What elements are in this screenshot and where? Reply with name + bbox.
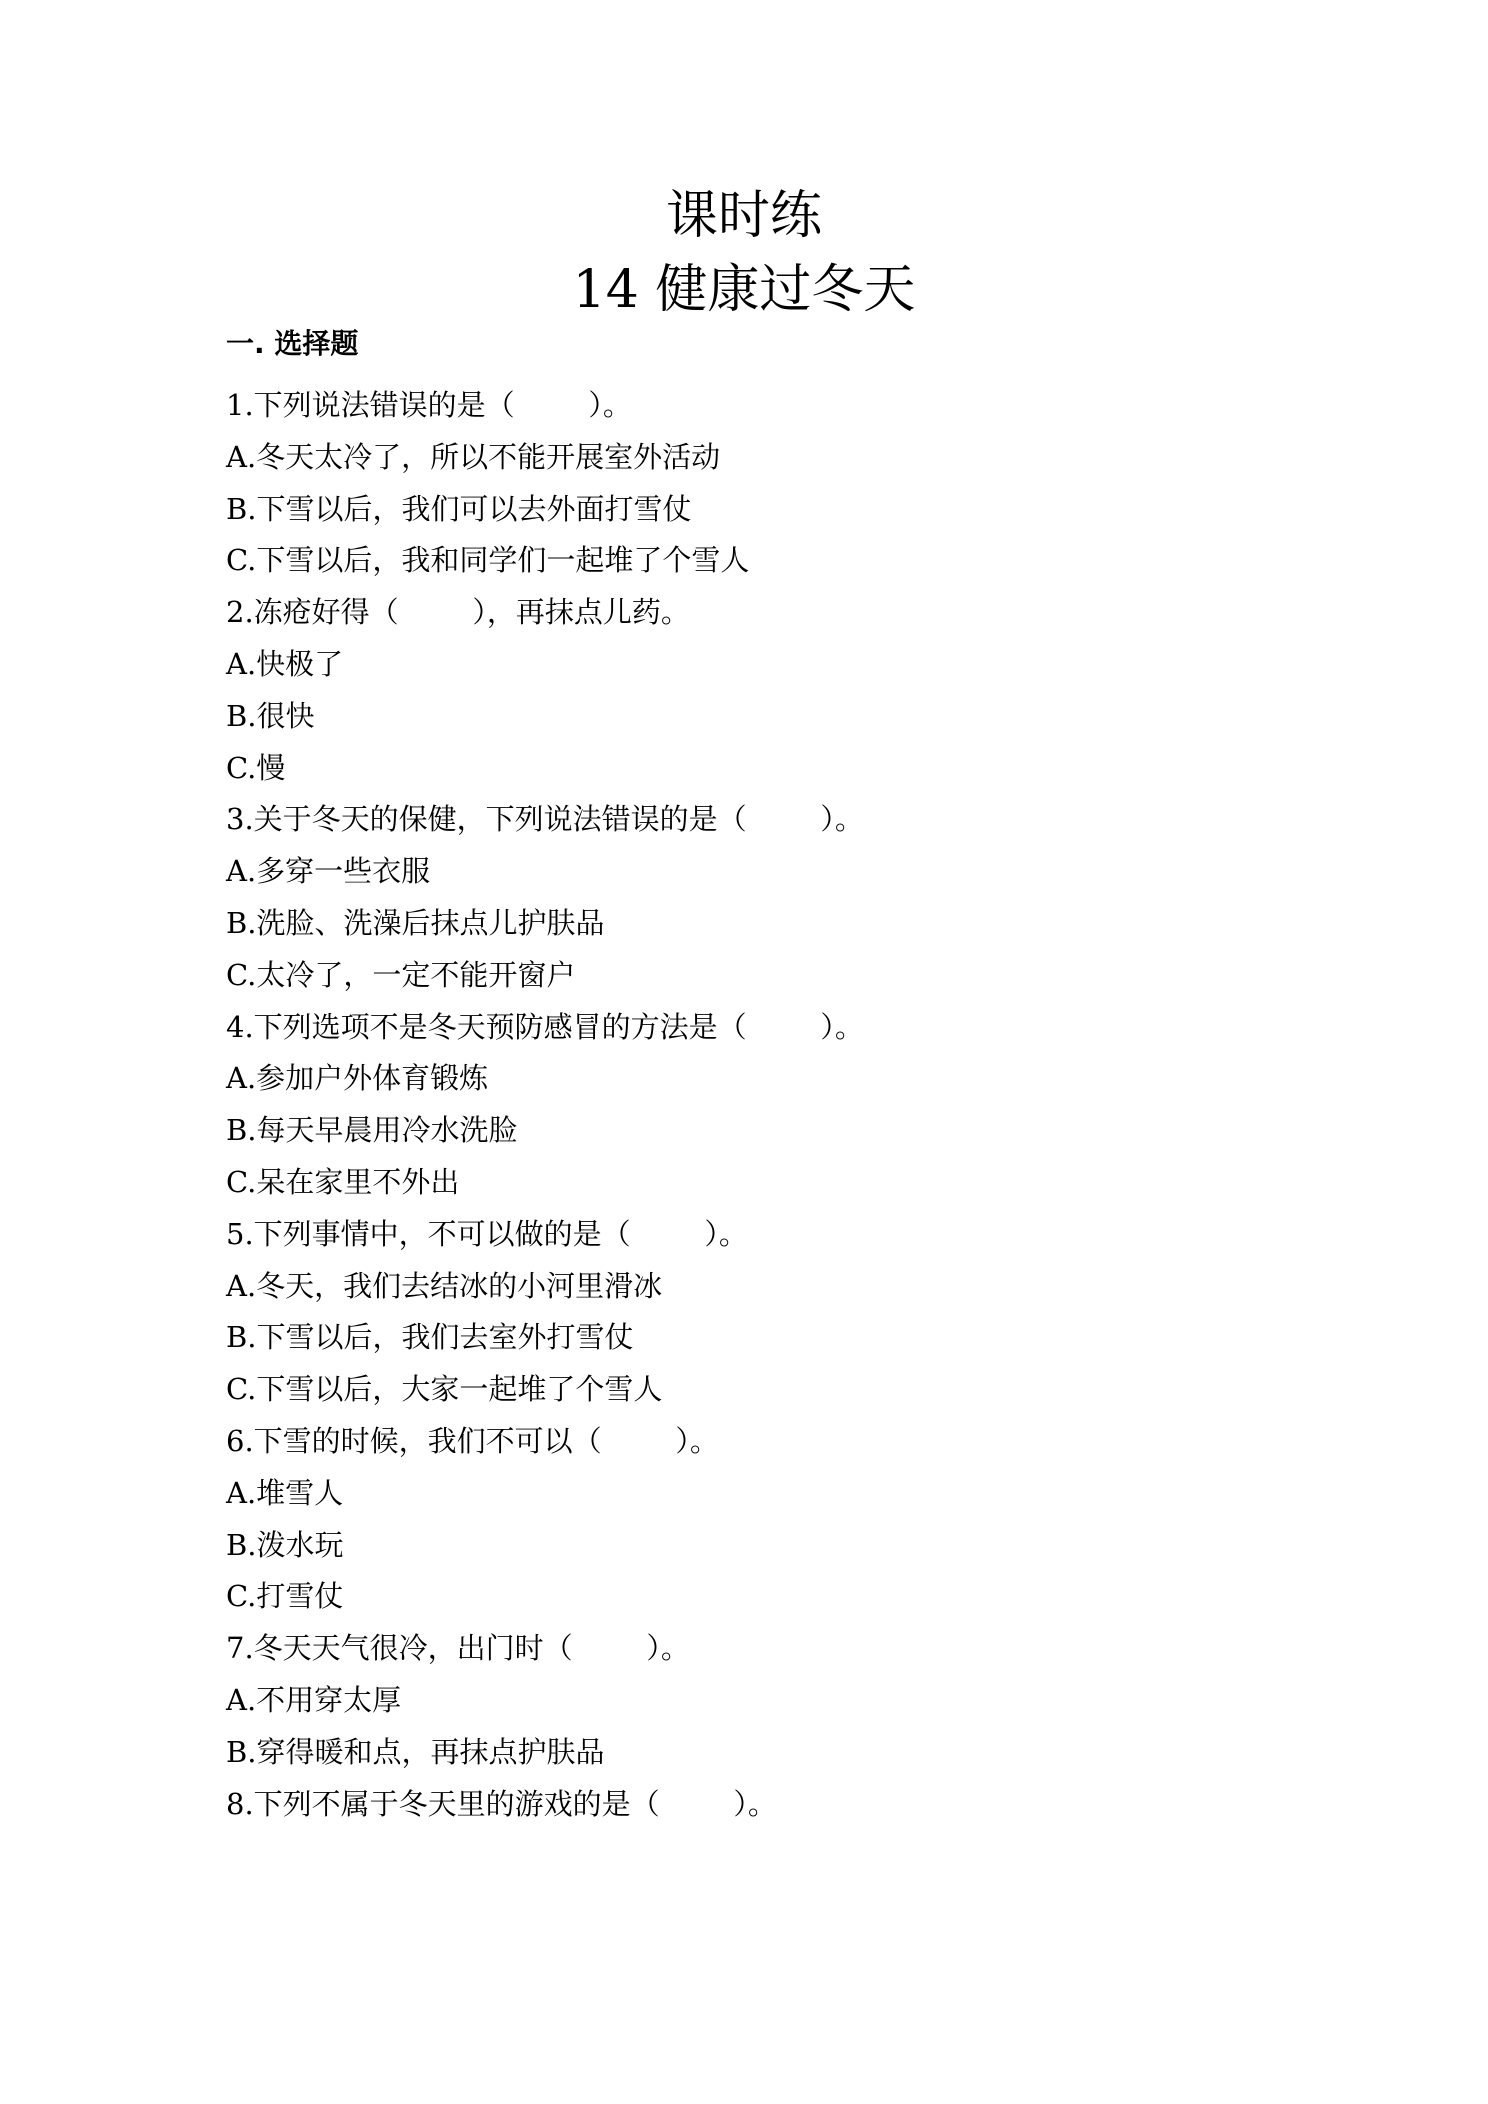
question-4: 4.下列选项不是冬天预防感冒的方法是（ ）。 (226, 1009, 864, 1044)
question-7-option-a: A.不用穿太厚 (226, 1682, 402, 1717)
question-6-option-c: C.打雪仗 (226, 1579, 344, 1614)
section-heading: 一. 选择题 (226, 327, 359, 360)
question-5: 5.下列事情中，不可以做的是（ ）。 (226, 1216, 748, 1251)
question-2-option-c: C.慢 (226, 750, 286, 785)
question-6: 6.下雪的时候，我们不可以（ ）。 (226, 1423, 719, 1458)
question-2: 2.冻疮好得（ ），再抹点儿药。 (226, 595, 690, 630)
question-6-option-b: B.泼水玩 (226, 1527, 344, 1562)
question-3-option-b: B.洗脸、洗澡后抹点儿护肤品 (226, 905, 605, 940)
question-1-option-b: B.下雪以后，我们可以去外面打雪仗 (226, 491, 692, 526)
question-5-option-c: C.下雪以后，大家一起堆了个雪人 (226, 1372, 663, 1407)
question-7-option-b: B.穿得暖和点，再抹点护肤品 (226, 1734, 605, 1769)
question-list (226, 380, 1266, 1830)
question-7: 7.冬天天气很冷，出门时（ ）。 (226, 1631, 690, 1666)
question-4-option-b: B.每天早晨用冷水洗脸 (226, 1113, 518, 1148)
question-1-option-c: C.下雪以后，我和同学们一起堆了个雪人 (226, 543, 750, 578)
lesson-title: 14 健康过冬天 (572, 260, 916, 320)
question-8: 8.下列不属于冬天里的游戏的是（ ）。 (226, 1786, 777, 1821)
question-4-option-c: C.呆在家里不外出 (226, 1164, 460, 1199)
question-2-option-a: A.快极了 (226, 646, 344, 681)
question-6-option-a: A.堆雪人 (226, 1475, 344, 1510)
question-1-option-a: A.冬天太冷了，所以不能开展室外活动 (226, 439, 721, 474)
question-2-option-b: B.很快 (226, 698, 315, 733)
page-title: 课时练 (665, 186, 822, 246)
question-4-option-a: A.参加户外体育锻炼 (226, 1061, 489, 1096)
question-3-option-a: A.多穿一些衣服 (226, 854, 431, 889)
question-5-option-b: B.下雪以后，我们去室外打雪仗 (226, 1320, 634, 1355)
question-3: 3.关于冬天的保健，下列说法错误的是（ ）。 (226, 802, 864, 837)
question-3-option-c: C.太冷了，一定不能开窗户 (226, 957, 576, 992)
question-5-option-a: A.冬天，我们去结冰的小河里滑冰 (226, 1268, 663, 1303)
question-1: 1.下列说法错误的是（ ）。 (226, 388, 632, 422)
